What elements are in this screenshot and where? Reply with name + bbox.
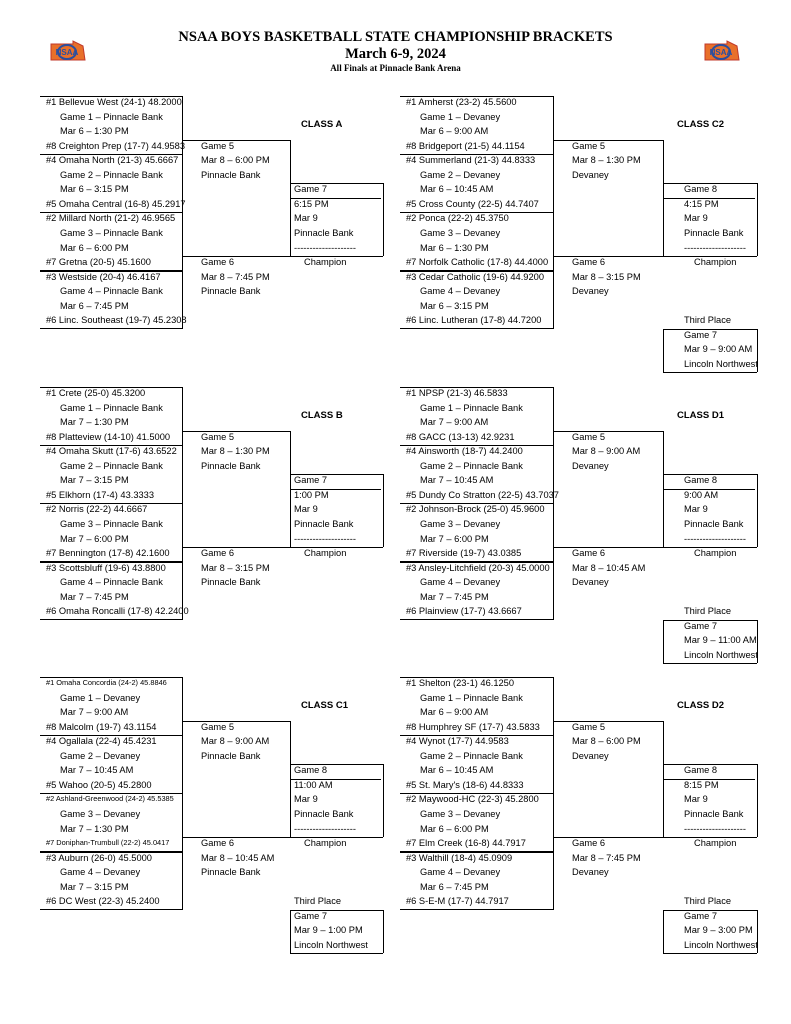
game-site: Game 1 – Devaney (420, 111, 501, 122)
game-site: Game 2 – Pinnacle Bank (420, 460, 523, 471)
semifinal-info: Pinnacle Bank (201, 286, 261, 297)
team-name: #6 Linc. Southeast (19-7) 45.2308 (46, 315, 187, 326)
bracket-line (182, 677, 183, 735)
final-info: Pinnacle Bank (684, 227, 744, 238)
semifinal-info: Game 5 (201, 431, 235, 442)
game-time: Mar 7 – 10:45 AM (60, 765, 134, 776)
team-name: #2 Ashland-Greenwood (24-2) 45.5385 (46, 794, 174, 804)
semifinal-info: Game 5 (201, 140, 235, 151)
team-name: #8 Humphrey SF (17-7) 43.5833 (406, 721, 540, 732)
game-time: Mar 6 – 9:00 AM (420, 126, 489, 137)
bracket-line (182, 852, 183, 910)
bracket-line (553, 140, 663, 141)
final-info: Mar 9 (294, 504, 318, 515)
bracket-line (663, 474, 757, 475)
game-site: Game 2 – Pinnacle Bank (60, 169, 163, 180)
semifinal-info: Mar 8 – 1:30 PM (201, 446, 270, 457)
team-name: #6 Plainview (17-7) 43.6667 (406, 606, 522, 617)
team-name: #1 Crete (25-0) 45.3200 (46, 388, 146, 398)
team-name: #5 Cross County (22-5) 44.7407 (406, 198, 539, 209)
bracket-line (553, 212, 554, 270)
bracket-line (290, 910, 383, 911)
game-site: Game 4 – Pinnacle Bank (60, 577, 163, 588)
team-name: #7 Norfolk Catholic (17-8) 44.4000 (406, 257, 549, 268)
semifinal-info: Mar 8 – 9:00 AM (201, 736, 270, 747)
bracket-line (40, 677, 182, 678)
team-name: #7 Gretna (20-5) 45.1600 (46, 257, 151, 268)
bracket-line (290, 547, 383, 548)
team-name: #5 Wahoo (20-5) 45.2800 (46, 779, 152, 790)
semifinal-info: Mar 8 – 3:15 PM (572, 271, 641, 282)
semifinal-info: Game 5 (572, 431, 606, 442)
game-time: Mar 6 – 10:45 AM (420, 184, 494, 195)
semifinal-info: Pinnacle Bank (201, 577, 261, 588)
bracket-line (182, 154, 183, 212)
bracket-line (400, 793, 553, 794)
bracket-line (182, 256, 290, 257)
semifinal-info: Mar 8 – 10:45 AM (572, 562, 646, 573)
game-site: Game 1 – Pinnacle Bank (60, 402, 163, 413)
game-site: Game 4 – Devaney (420, 577, 501, 588)
team-name: #8 Creighton Prep (17-7) 44.9583 (46, 140, 186, 151)
bracket-line (400, 562, 553, 563)
game-time: Mar 7 – 3:15 PM (60, 881, 129, 892)
bracket-line (290, 474, 383, 475)
team-name: #5 Omaha Central (16-8) 45.2917 (46, 198, 186, 209)
third-place-info: Game 7 (684, 910, 718, 921)
semifinal-info: Mar 8 – 10:45 AM (201, 852, 275, 863)
game-time: Mar 6 – 6:00 PM (60, 242, 129, 253)
third-place-info: Game 7 (684, 329, 718, 340)
final-info: 4:15 PM (684, 198, 719, 209)
final-info: -------------------- (294, 823, 356, 834)
bracket-line (663, 547, 757, 548)
bracket-line (553, 154, 554, 212)
bracket-line (400, 503, 553, 504)
semifinal-info: Game 6 (201, 257, 235, 268)
bracket-line (290, 256, 383, 257)
game-time: Mar 7 – 1:30 PM (60, 417, 129, 428)
bracket-line (400, 96, 553, 97)
team-name: #7 Elm Creek (16-8) 44.7917 (406, 838, 526, 849)
bracket-line (663, 953, 757, 954)
third-place-info: Lincoln Northwest (684, 649, 758, 660)
final-info: Game 8 (684, 184, 718, 195)
final-info: 8:15 PM (684, 779, 719, 790)
final-info: 1:00 PM (294, 489, 329, 500)
final-info: -------------------- (684, 823, 746, 834)
final-info: 9:00 AM (684, 489, 719, 500)
bracket-line (383, 910, 384, 954)
bracket-line (182, 547, 290, 548)
third-place-info: Third Place (684, 315, 732, 326)
game-site: Game 2 – Devaney (60, 750, 141, 761)
team-name: #2 Norris (22-2) 44.6667 (46, 504, 148, 515)
team-name: #4 Wynot (17-7) 44.9583 (406, 736, 509, 747)
bracket-line (553, 837, 663, 838)
bracket-line (40, 852, 182, 853)
final-info: Game 7 (294, 475, 328, 486)
team-name: #7 Bennington (17-8) 42.1600 (46, 548, 170, 559)
bracket-line (182, 140, 290, 141)
game-time: Mar 6 – 3:15 PM (420, 300, 489, 311)
bracket-line (553, 735, 554, 793)
bracket-line (553, 677, 554, 735)
bracket-line (290, 764, 383, 765)
team-name: #3 Auburn (26-0) 45.5000 (46, 852, 152, 863)
bracket-line (383, 183, 384, 256)
third-place-info: Third Place (684, 896, 732, 907)
team-name: #4 Ogallala (22-4) 45.4231 (46, 736, 157, 747)
bracket-line (182, 96, 183, 154)
champion-label: Champion (694, 548, 737, 559)
bracket-line (182, 271, 183, 329)
final-info: 6:15 PM (294, 198, 329, 209)
class-label: CLASS A (301, 119, 343, 131)
semifinal-info: Mar 8 – 7:45 PM (572, 852, 641, 863)
game-time: Mar 7 – 7:45 PM (420, 591, 489, 602)
final-info: 11:00 AM (294, 779, 333, 790)
bracket-line (182, 431, 290, 432)
bracket-line (182, 387, 183, 445)
semifinal-info: Devaney (572, 750, 609, 761)
final-info: Game 8 (684, 765, 718, 776)
third-place-info: Mar 9 – 1:00 PM (294, 925, 363, 936)
bracket-line (757, 910, 758, 954)
nsaa-logo-icon (703, 38, 741, 64)
bracket-line (757, 329, 758, 373)
final-info: Game 7 (294, 184, 328, 195)
bracket-line (553, 562, 554, 620)
game-site: Game 3 – Devaney (60, 808, 141, 819)
team-name: #3 Cedar Catholic (19-6) 44.9200 (406, 271, 544, 282)
third-place-info: Mar 9 – 11:00 AM (684, 635, 757, 646)
bracket-line (553, 387, 554, 445)
semifinal-info: Mar 8 – 7:45 PM (201, 271, 270, 282)
game-site: Game 2 – Pinnacle Bank (420, 750, 523, 761)
bracket-line (553, 852, 554, 910)
bracket-line (663, 663, 757, 664)
bracket-line (40, 735, 182, 736)
team-name: #4 Omaha Skutt (17-6) 43.6522 (46, 446, 177, 457)
bracket-line (182, 721, 290, 722)
semifinal-info: Mar 8 – 6:00 PM (201, 155, 270, 166)
final-info: -------------------- (294, 533, 356, 544)
semifinal-info: Pinnacle Bank (201, 169, 261, 180)
semifinal-info: Game 6 (201, 548, 235, 559)
bracket-line (290, 910, 291, 954)
game-site: Game 3 – Pinnacle Bank (60, 227, 163, 238)
final-info: Pinnacle Bank (294, 808, 354, 819)
team-name: #5 St. Mary's (18-6) 44.8333 (406, 779, 524, 790)
team-name: #6 S-E-M (17-7) 44.7917 (406, 896, 509, 907)
bracket-line (553, 547, 663, 548)
bracket-line (182, 793, 183, 851)
bracket-line (663, 910, 757, 911)
final-info: Game 8 (684, 475, 718, 486)
third-place-info: Lincoln Northwest (294, 939, 368, 950)
bracket-line (553, 445, 554, 503)
champion-label: Champion (694, 838, 737, 849)
bracket-line (400, 619, 553, 620)
game-time: Mar 7 – 1:30 PM (60, 823, 129, 834)
bracket-line (663, 256, 757, 257)
bracket-line (400, 154, 553, 155)
bracket-line (553, 721, 663, 722)
third-place-info: Third Place (684, 606, 732, 617)
champion-label: Champion (304, 257, 347, 268)
semifinal-info: Pinnacle Bank (201, 867, 261, 878)
bracket-line (663, 910, 664, 954)
bracket-line (400, 212, 553, 213)
third-place-info: Game 7 (294, 910, 328, 921)
third-place-info: Mar 9 – 9:00 AM (684, 344, 753, 355)
bracket-line (40, 619, 182, 620)
final-info: Pinnacle Bank (294, 518, 354, 529)
game-site: Game 4 – Devaney (420, 867, 501, 878)
bracket-line (663, 620, 664, 664)
game-site: Game 4 – Pinnacle Bank (60, 286, 163, 297)
team-name: #2 Maywood-HC (22-3) 45.2800 (406, 794, 539, 805)
game-site: Game 3 – Pinnacle Bank (60, 518, 163, 529)
team-name: #3 Walthill (18-4) 45.0909 (406, 852, 513, 863)
final-info: -------------------- (294, 242, 356, 253)
bracket-line (182, 503, 183, 561)
bracket-line (40, 503, 182, 504)
champion-label: Champion (694, 257, 737, 268)
bracket-line (383, 474, 384, 547)
bracket-line (663, 329, 757, 330)
final-info: Mar 9 (684, 504, 708, 515)
final-info: -------------------- (684, 533, 746, 544)
semifinal-info: Game 6 (572, 257, 606, 268)
champion-label: Champion (304, 838, 347, 849)
third-place-info: Lincoln Northwest (684, 939, 758, 950)
semifinal-info: Devaney (572, 577, 609, 588)
bracket-line (383, 764, 384, 837)
final-info: Mar 9 (294, 794, 318, 805)
semifinal-info: Mar 8 – 1:30 PM (572, 155, 641, 166)
svg-text:NSAA: NSAA (55, 48, 79, 57)
bracket-line (553, 431, 663, 432)
game-time: Mar 6 – 3:15 PM (60, 184, 129, 195)
final-info: Pinnacle Bank (684, 808, 744, 819)
team-name: #7 Riverside (19-7) 43.0385 (406, 548, 522, 559)
semifinal-info: Game 5 (201, 721, 235, 732)
bracket-line (40, 154, 182, 155)
game-site: Game 1 – Devaney (60, 692, 141, 703)
game-site: Game 3 – Devaney (420, 518, 501, 529)
team-name: #4 Omaha North (21-3) 45.6667 (46, 155, 179, 166)
game-time: Mar 6 – 1:30 PM (60, 126, 129, 137)
game-site: Game 1 – Pinnacle Bank (420, 692, 523, 703)
semifinal-info: Pinnacle Bank (201, 750, 261, 761)
team-name: #6 Linc. Lutheran (17-8) 44.7200 (406, 315, 542, 326)
bracket-line (182, 735, 183, 793)
semifinal-info: Devaney (572, 169, 609, 180)
team-name: #1 Shelton (23-1) 46.1250 (406, 678, 515, 688)
class-label: CLASS D1 (677, 410, 724, 422)
bracket-line (663, 183, 757, 184)
bracket-line (40, 212, 182, 213)
bracket-line (40, 387, 182, 388)
champion-label: Champion (304, 548, 347, 559)
game-site: Game 2 – Devaney (420, 169, 501, 180)
team-name: #1 NPSP (21-3) 46.5833 (406, 388, 508, 398)
bracket-line (757, 474, 758, 547)
bracket-line (400, 387, 553, 388)
class-label: CLASS C1 (301, 700, 348, 712)
bracket-line (182, 212, 183, 270)
team-name: #2 Millard North (21-2) 46.9565 (46, 213, 176, 224)
team-name: #6 DC West (22-3) 45.2400 (46, 896, 160, 907)
team-name: #8 Malcolm (19-7) 43.1154 (46, 721, 157, 732)
game-time: Mar 6 – 9:00 AM (420, 707, 489, 718)
game-time: Mar 6 – 7:45 PM (420, 881, 489, 892)
bracket-line (290, 953, 383, 954)
final-info: Mar 9 (294, 213, 318, 224)
semifinal-info: Game 6 (572, 548, 606, 559)
team-name: #5 Elkhorn (17-4) 43.3333 (46, 489, 155, 500)
bracket-line (400, 271, 553, 272)
page-subtitle: All Finals at Pinnacle Bank Arena (330, 63, 461, 73)
semifinal-info: Devaney (572, 867, 609, 878)
bracket-line (290, 837, 383, 838)
team-name: #4 Ainsworth (18-7) 44.2400 (406, 446, 523, 457)
game-site: Game 1 – Pinnacle Bank (60, 111, 163, 122)
game-time: Mar 6 – 10:45 AM (420, 765, 494, 776)
game-time: Mar 7 – 9:00 AM (60, 707, 129, 718)
team-name: #1 Amherst (23-2) 45.5600 (406, 97, 517, 107)
bracket-line (40, 562, 182, 563)
final-info: Mar 9 (684, 213, 708, 224)
game-time: Mar 7 – 6:00 PM (420, 533, 489, 544)
team-name: #3 Ansley-Litchfield (20-3) 45.0000 (406, 562, 550, 573)
game-time: Mar 6 – 7:45 PM (60, 300, 129, 311)
bracket-line (663, 764, 757, 765)
team-name: #1 Omaha Concordia (24-2) 45.8846 (46, 678, 167, 687)
game-site: Game 3 – Devaney (420, 808, 501, 819)
third-place-info: Game 7 (684, 620, 718, 631)
game-site: Game 2 – Pinnacle Bank (60, 460, 163, 471)
game-time: Mar 6 – 6:00 PM (420, 823, 489, 834)
svg-text:NSAA: NSAA (709, 48, 733, 57)
semifinal-info: Devaney (572, 460, 609, 471)
bracket-line (40, 96, 182, 97)
bracket-line (40, 271, 182, 272)
semifinal-info: Game 5 (572, 140, 606, 151)
final-info: Pinnacle Bank (294, 227, 354, 238)
team-name: #2 Johnson-Brock (25-0) 45.9600 (406, 504, 545, 515)
bracket-line (400, 328, 553, 329)
team-name: #8 Bridgeport (21-5) 44.1154 (406, 140, 525, 151)
bracket-line (182, 837, 290, 838)
team-name: #3 Westside (20-4) 46.4167 (46, 271, 161, 282)
class-label: CLASS C2 (677, 119, 724, 131)
class-label: CLASS B (301, 410, 343, 422)
bracket-line (400, 735, 553, 736)
bracket-line (757, 183, 758, 256)
semifinal-info: Mar 8 – 3:15 PM (201, 562, 270, 573)
bracket-line (553, 271, 554, 329)
team-name: #2 Ponca (22-2) 45.3750 (406, 213, 509, 224)
final-info: Mar 9 (684, 794, 708, 805)
game-site: Game 1 – Pinnacle Bank (420, 402, 523, 413)
semifinal-info: Game 6 (201, 838, 235, 849)
semifinal-info: Pinnacle Bank (201, 460, 261, 471)
bracket-line (553, 256, 663, 257)
bracket-line (182, 562, 183, 620)
final-info: Pinnacle Bank (684, 518, 744, 529)
bracket-line (663, 837, 757, 838)
semifinal-info: Game 6 (572, 838, 606, 849)
final-info: Game 8 (294, 765, 328, 776)
game-time: Mar 7 – 7:45 PM (60, 591, 129, 602)
third-place-info: Mar 9 – 3:00 PM (684, 925, 753, 936)
bracket-line (553, 96, 554, 154)
bracket-line (663, 620, 757, 621)
semifinal-info: Game 5 (572, 721, 606, 732)
team-name: #8 Platteview (14-10) 41.5000 (46, 431, 171, 442)
game-time: Mar 7 – 6:00 PM (60, 533, 129, 544)
third-place-info: Lincoln Northwest (684, 358, 758, 369)
game-time: Mar 6 – 1:30 PM (420, 242, 489, 253)
bracket-line (182, 445, 183, 503)
bracket-line (663, 329, 664, 373)
team-name: #4 Summerland (21-3) 44.8333 (406, 155, 536, 166)
semifinal-info: Devaney (572, 286, 609, 297)
nsaa-logo-icon (49, 38, 87, 64)
team-name: #3 Scottsbluff (19-6) 43.8800 (46, 562, 166, 573)
team-name: #6 Omaha Roncalli (17-8) 42.2400 (46, 606, 189, 617)
bracket-line (757, 620, 758, 664)
bracket-line (553, 503, 554, 561)
team-name: #5 Dundy Co Stratton (22-5) 43.7037 (406, 489, 559, 500)
third-place-info: Third Place (294, 896, 342, 907)
bracket-line (290, 183, 383, 184)
bracket-line (40, 793, 182, 794)
bracket-line (400, 445, 553, 446)
game-site: Game 4 – Devaney (60, 867, 141, 878)
team-name: #7 Doniphan-Trumbull (22-2) 45.0417 (46, 838, 170, 848)
game-site: Game 3 – Devaney (420, 227, 501, 238)
game-time: Mar 7 – 10:45 AM (420, 475, 494, 486)
class-label: CLASS D2 (677, 700, 724, 712)
bracket-line (40, 328, 182, 329)
tournament-dates: March 6-9, 2024 (345, 46, 446, 62)
bracket-line (757, 764, 758, 837)
bracket-line (553, 793, 554, 851)
bracket-line (400, 909, 553, 910)
semifinal-info: Mar 8 – 9:00 AM (572, 446, 641, 457)
game-site: Game 4 – Devaney (420, 286, 501, 297)
game-time: Mar 7 – 3:15 PM (60, 475, 129, 486)
game-time: Mar 7 – 9:00 AM (420, 417, 489, 428)
final-info: -------------------- (684, 242, 746, 253)
bracket-line (400, 677, 553, 678)
bracket-line (663, 372, 757, 373)
semifinal-info: Mar 8 – 6:00 PM (572, 736, 641, 747)
bracket-line (40, 445, 182, 446)
team-name: #1 Bellevue West (24-1) 48.2000 (46, 97, 182, 107)
page-title: NSAA BOYS BASKETBALL STATE CHAMPIONSHIP BRACKETS (178, 29, 613, 45)
team-name: #8 GACC (13-13) 42.9231 (406, 431, 515, 442)
bracket-line (40, 909, 182, 910)
bracket-line (400, 852, 553, 853)
